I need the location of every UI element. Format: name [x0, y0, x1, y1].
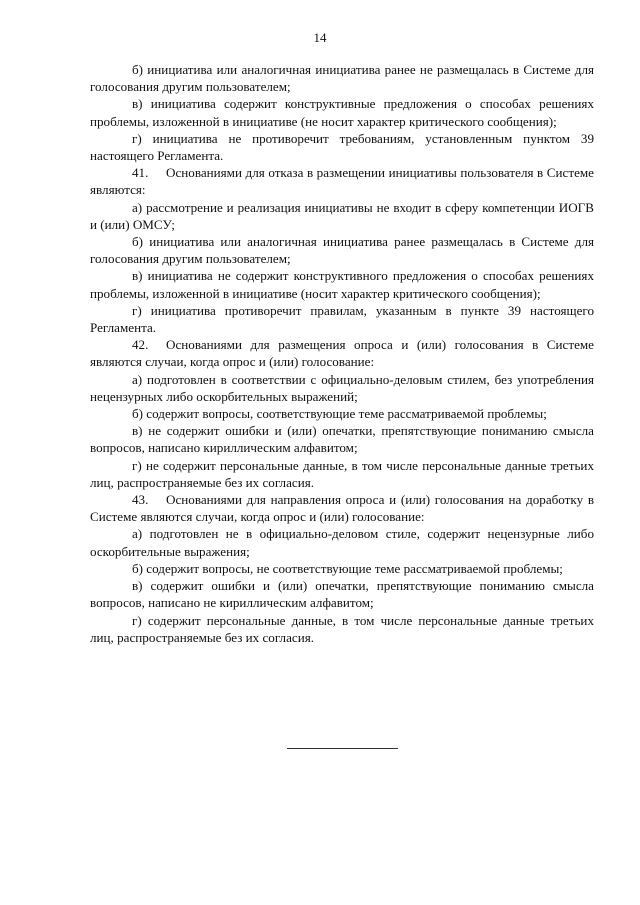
- paragraph-a-42: [90, 371, 594, 405]
- paragraph-a-41: [90, 199, 594, 233]
- paragraph-g-42: [90, 457, 594, 491]
- paragraph-v-1: [90, 95, 594, 129]
- paragraph-text: г) не содержит персональные данные, в том числе персональные данные третьих лиц, распространяемые без их согласия.: [90, 457, 594, 490]
- paragraph-b-41: [90, 233, 594, 267]
- paragraph-b-1: [90, 61, 594, 95]
- paragraph-text: а) подготовлен в соответствии с официально-деловым стилем, без употребления нецензурных либо оскорбительных выражений;: [90, 371, 594, 404]
- paragraph-text: б) содержит вопросы, не соответствующие теме рассматриваемой проблемы;: [132, 560, 563, 576]
- clause-text: Основаниями для размещения опроса и (или) голосования в Системе являются случаи, когда опрос и (или) голосование:: [90, 337, 594, 370]
- paragraph-g-43: [90, 612, 594, 646]
- paragraph-text: б) инициатива или аналогичная инициатива ранее не размещалась в Системе для голосования другим пользователем;: [90, 62, 594, 95]
- paragraph-text: б) инициатива или аналогичная инициатива ранее размещалась в Системе для голосования другим пользователем;: [90, 234, 594, 267]
- paragraph-text: в) содержит ошибки и (или) опечатки, препятствующие пониманию смысла вопросов, написано не кириллическим алфавитом;: [90, 578, 594, 611]
- paragraph-a-43: [90, 525, 594, 559]
- paragraph-g-41: [90, 302, 594, 336]
- paragraph-v-42: [90, 422, 594, 456]
- clause-number: 42.: [132, 337, 149, 353]
- paragraph-b-42: [90, 405, 594, 422]
- document-body: [90, 61, 594, 646]
- clause-text: Основаниями для направления опроса и (или) голосования на доработку в Системе являются случаи, когда опрос и (или) голосование:: [90, 492, 594, 525]
- clause-number: 43.: [132, 492, 149, 508]
- paragraph-text: б) содержит вопросы, соответствующие теме рассматриваемой проблемы;: [132, 406, 547, 422]
- page-number: 14: [313, 30, 327, 45]
- paragraph-text: в) инициатива не содержит конструктивного предложения о способах решениях проблемы, изложенной в инициативе (носит характер критического сообщения);: [90, 268, 594, 301]
- end-divider-line: [287, 748, 398, 749]
- paragraph-text: в) не содержит ошибки и (или) опечатки, препятствующие пониманию смысла вопросов, написано кириллическим алфавитом;: [90, 423, 594, 456]
- clause-text: Основаниями для отказа в размещении инициативы пользователя в Системе являются:: [90, 165, 594, 198]
- paragraph-v-43: [90, 577, 594, 611]
- clause-number: 41.: [132, 165, 149, 181]
- paragraph-text: г) содержит персональные данные, в том числе персональные данные третьих лиц, распространяемые без их согласия.: [90, 612, 594, 645]
- paragraph-text: в) инициатива содержит конструктивные предложения о способах решениях проблемы, изложенной в инициативе (не носит характер критического сообщения);: [90, 96, 594, 129]
- clause-41: [90, 164, 594, 198]
- paragraph-g-1: [90, 130, 594, 164]
- paragraph-text: а) подготовлен не в официально-деловом стиле, содержит нецензурные либо оскорбительные выражения;: [90, 526, 594, 559]
- paragraph-text: г) инициатива противоречит правилам, указанным в пункте 39 настоящего Регламента.: [90, 302, 594, 336]
- paragraph-b-43: [90, 560, 594, 577]
- clause-42: [90, 336, 594, 370]
- paragraph-text: г) инициатива не противоречит требованиям, установленным пунктом 39 настоящего Регламента.: [90, 130, 594, 164]
- paragraph-text: а) рассмотрение и реализация инициативы не входит в сферу компетенции ИОГВ и (или) ОМСУ;: [90, 199, 594, 232]
- paragraph-v-41: [90, 267, 594, 301]
- clause-43: [90, 491, 594, 525]
